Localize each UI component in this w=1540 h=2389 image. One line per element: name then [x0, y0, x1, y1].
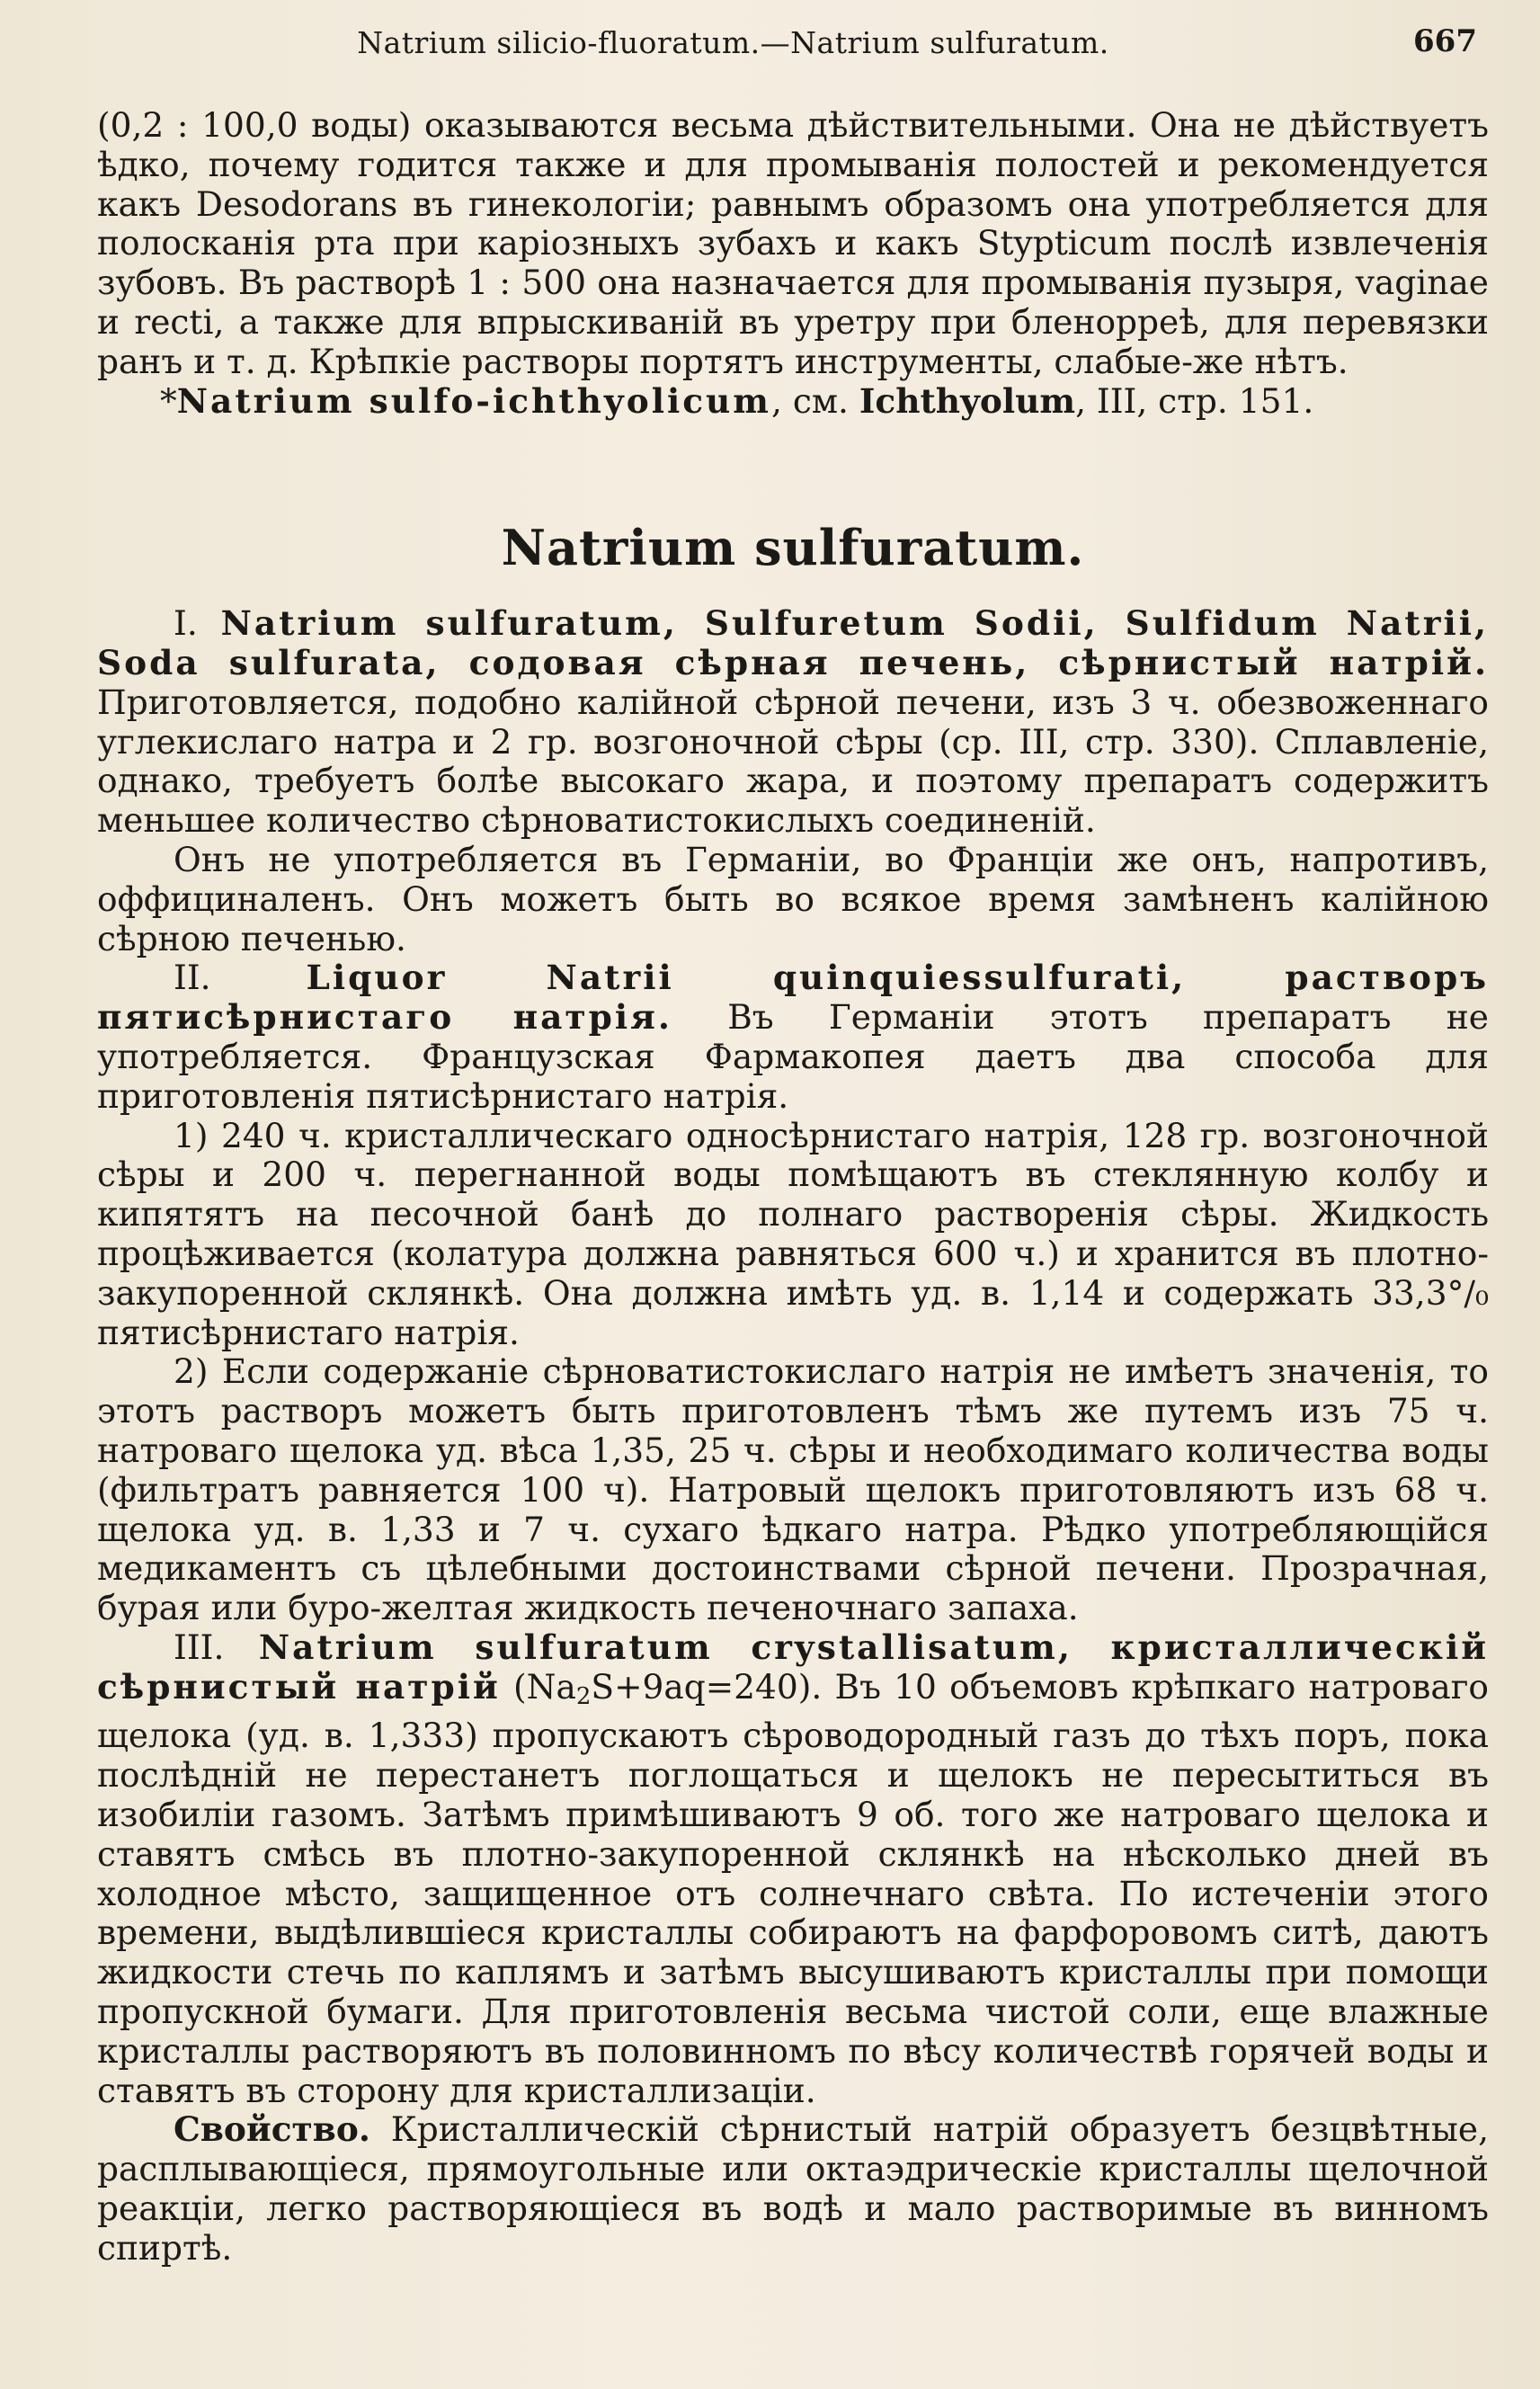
xref-location: , III, стр. 151. — [1075, 380, 1314, 421]
part1-text: Приготовляется, подобно калійной сѣрной печени, изъ 3 ч. обезвоженнаго углекислаго натра и 2 гр. возгоночной сѣры (ср. III, стр. 330). Сплавленіе, однако, требуетъ болѣе высокаго жара, и поэтому препаратъ содержитъ меньшее количество сѣрноватистокислыхъ соединеній. — [97, 682, 1489, 841]
property-label: Свойство. — [174, 2109, 370, 2150]
part2-names: Liquor Natrii quinquiessulfurati, растворъ пятисѣрнистаго натрія. — [97, 958, 1489, 1038]
xref-term: Natrium sulfo-ichthyolicum — [176, 380, 771, 421]
part3-formula-rest: S+9aq=240). — [591, 1666, 823, 1707]
running-head: Natrium silicio-fluoratum.—Natrium sulfuratum. — [357, 25, 1109, 60]
xref-target: Ichthyolum — [859, 380, 1076, 421]
page-number: 667 — [1413, 23, 1477, 59]
part3-text: Въ 10 объемовъ крѣпкаго натроваго щелока (уд. в. 1,333) пропускаютъ сѣроводородный газъ до тѣхъ поръ, пока послѣдній не перестанетъ поглощаться и щелокъ не пересытиться въ изобиліи газомъ. Затѣмъ примѣшиваютъ 9 об. того же натроваго щелока и ставятъ смѣсь въ плотно-закупоренной склянкѣ на нѣсколько дней въ холодное мѣсто, защищенное отъ солнечнаго свѣта. По истеченіи этого времени, выдѣлившіеся кристаллы собираютъ на фарфоровомъ ситѣ, даютъ жидкости стечь по каплямъ и затѣмъ высушиваютъ кристаллы при помощи пропускной бумаги. Для приготовленія весьма чистой соли, еще влажные кристаллы растворяютъ въ половинномъ по вѣсу количествѣ горячей воды и ставятъ въ сторону для кристаллизаціи. — [97, 1666, 1489, 2110]
part1-paragraph — [97, 604, 1489, 841]
part2-text: Въ Германіи этотъ препаратъ не употребляется. Французская Фармакопея даетъ два способа для приготовленія пятисѣрнистаго натрія. — [97, 997, 1489, 1116]
method-1-paragraph: 1) 240 ч. кристаллическаго односѣрнистаго натрія, 128 гр. возгоночной сѣры и 200 ч. перегнанной воды помѣщаютъ въ стеклянную колбу и кипятятъ на песочной банѣ до полнаго растворенія сѣры. Жидкость процѣживается (колатура должна равняться 600 ч.) и хранится въ плотно-закупоренной склянкѣ. Она должна имѣть уд. в. 1,14 и содержать 33,3°/₀ пятисѣрнистаго натрія. — [97, 1115, 1489, 1352]
part1-paragraph-2: Онъ не употребляется въ Германіи, во Франціи же онъ, напротивъ, оффициналенъ. Онъ можетъ быть во всякое время замѣненъ калійною сѣрною печенью. — [97, 839, 1489, 958]
part2-paragraph — [97, 958, 1489, 1116]
part3-number: III. — [174, 1627, 259, 1667]
cross-reference — [97, 382, 1489, 422]
xref-see: , см. — [770, 380, 859, 421]
xref-star: * — [160, 380, 177, 421]
property-paragraph — [97, 2110, 1489, 2268]
part3-paragraph — [97, 1628, 1489, 2111]
continuation-paragraph: (0,2 : 100,0 воды) оказываются весьма дѣйствительными. Она не дѣйствуетъ ѣдко, почему годится также и для промыванія полостей и рекомендуется какъ Desodorans въ гинекологіи; равнымъ образомъ она употребляется для полосканія рта при каріозныхъ зубахъ и какъ Stypticum послѣ извлеченія зубовъ. Въ растворѣ 1 : 500 она назначается для промыванія пузыря, vaginae и recti, а также для впрыскиваній въ уретру при бленорреѣ, для перевязки ранъ и т. д. Крѣпкіе растворы портятъ инструменты, слабые-же нѣтъ. — [97, 105, 1489, 381]
part2-number: II. — [174, 958, 307, 998]
part3-formula-open: (Na — [500, 1666, 576, 1707]
method-2-paragraph: 2) Если содержаніе сѣрноватистокислаго натрія не имѣетъ значенія, то этотъ растворъ можетъ быть приготовленъ тѣмъ же путемъ изъ 75 ч. натроваго щелока уд. вѣса 1,35, 25 ч. сѣры и необходимаго количества воды (фильтратъ равняется 100 ч). Натровый щелокъ приготовляютъ изъ 68 ч. щелока уд. в. 1,33 и 7 ч. сухаго ѣдкаго натра. Рѣдко употребляющійся медикаментъ съ цѣлебными достоинствами сѣрной печени. Прозрачная, бурая или буро-желтая жидкость печеночнаго запаха. — [97, 1351, 1489, 1628]
page-header — [97, 16, 1477, 70]
part1-names: Natrium sulfuratum, Sulfuretum Sodii, Sulfidum Natrii, Soda sulfurata, содовая сѣрная печень, сѣрнистый натрій. — [97, 603, 1490, 682]
part3-formula-subscript: 2 — [575, 1682, 592, 1710]
page-body — [97, 106, 1489, 2269]
part3-names: Natrium sulfuratum crystallisatum, кристаллическій сѣрнистый натрій — [97, 1627, 1490, 1707]
part1-number: I. — [174, 603, 221, 644]
property-text: Кристаллическій сѣрнистый натрій образуетъ безцвѣтные, расплывающіеся, прямоугольные или октаэдрическіе кристаллы щелочной реакціи, легко растворяющіеся въ водѣ и мало растворимые въ винномъ спиртѣ. — [97, 2109, 1489, 2268]
section-title: Natrium sulfuratum. — [501, 519, 1085, 577]
